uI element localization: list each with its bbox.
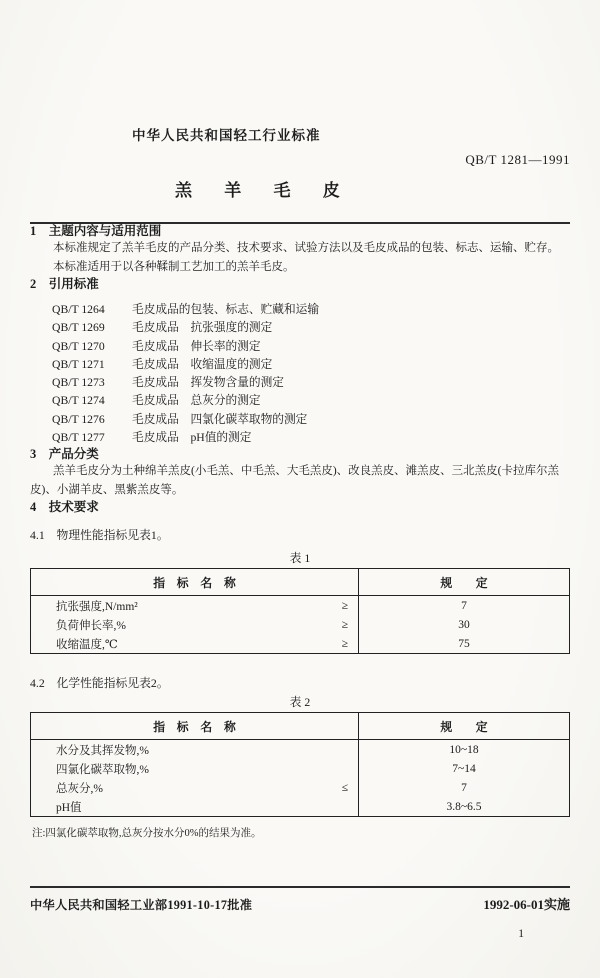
section-3-paragraph: 羔羊毛皮分为土种绵羊羔皮(小毛羔、中毛羔、大毛羔皮)、改良羔皮、滩羔皮、三北羔皮(卡拉库尔羔皮)、小湖羊皮、黑紫羔皮等。 (30, 465, 559, 497)
clause-4-1: 4.1 物理性能指标见表1。 (30, 528, 169, 543)
clause-4-2: 4.2 化学性能指标见表2。 (30, 676, 169, 691)
reference-item (30, 356, 570, 374)
table-1-physical-indicators (30, 568, 570, 654)
indicator-name: 抗张强度,N/mm² (56, 600, 138, 613)
table-1-caption: 表 1 (289, 551, 311, 566)
footer (30, 894, 570, 913)
reference-title: 毛皮成品 挥发物含量的测定 (132, 376, 284, 390)
document-content (0, 124, 600, 840)
indicator-value: 7~14 (359, 759, 570, 778)
reference-code: QB/T 1276 (52, 412, 105, 426)
reference-code: QB/T 1271 (52, 357, 105, 371)
approval-line: 中华人民共和国轻工业部1991-10-17批准 (30, 898, 253, 912)
reference-title: 毛皮成品 伸长率的测定 (132, 339, 261, 353)
table-row (31, 596, 570, 616)
reference-code: QB/T 1277 (52, 431, 105, 445)
reference-title: 毛皮成品 总灰分的测定 (132, 394, 261, 408)
indicator-name: 水分及其挥发物,% (56, 744, 149, 757)
table-header-row (31, 569, 570, 596)
table-1-header-spec: 规 定 (359, 569, 570, 596)
section-1-paragraph-2: 本标准适用于以各种鞣制工艺加工的羔羊毛皮。 (53, 261, 295, 273)
reference-title: 毛皮成品 四氯化碳萃取物的测定 (132, 412, 308, 426)
indicator-value: 30 (359, 615, 570, 634)
reference-item (30, 392, 570, 410)
section-3-heading: 3 产品分类 (30, 447, 99, 462)
reference-title: 毛皮成品 收缩温度的测定 (132, 357, 273, 371)
table-2-header-spec: 规 定 (359, 713, 570, 740)
table-row (31, 634, 570, 654)
section-2-heading: 2 引用标准 (30, 277, 99, 291)
indicator-name: 负荷伸长率,% (56, 619, 126, 632)
table-row (31, 740, 570, 760)
table-row (31, 797, 570, 817)
standard-number: QB/T 1281—1991 (465, 152, 570, 167)
reference-item (30, 374, 570, 392)
section-1-paragraph-1: 本标准规定了羔羊毛皮的产品分类、技术要求、试验方法以及毛皮成品的包装、标志、运输、贮存。 (53, 242, 559, 254)
reference-title: 毛皮成品的包装、标志、贮藏和运输 (132, 303, 320, 316)
reference-code: QB/T 1269 (52, 321, 105, 335)
indicator-name: 总灰分,% (56, 782, 103, 795)
relation-symbol (195, 797, 359, 817)
relation-symbol: ≥ (341, 618, 348, 631)
reference-item (30, 301, 570, 319)
relation-symbol (195, 740, 359, 760)
table-2-chemical-indicators (30, 712, 570, 817)
indicator-value: 7 (359, 778, 570, 797)
indicator-value: 7 (359, 596, 570, 616)
section-1-heading: 1 主题内容与适用范围 (30, 224, 162, 238)
section-4-heading: 4 技术要求 (30, 500, 99, 515)
reference-code: QB/T 1270 (52, 339, 105, 353)
relation-symbol: ≥ (341, 637, 348, 650)
reference-item (30, 319, 570, 337)
reference-title: 毛皮成品 抗张强度的测定 (132, 321, 273, 335)
relation-symbol: ≥ (341, 599, 348, 612)
reference-item (30, 338, 570, 356)
table-row (31, 615, 570, 634)
table-row (31, 759, 570, 778)
table-row (31, 778, 570, 797)
standard-org-line: 中华人民共和国轻工行业标准 (132, 128, 321, 143)
indicator-value: 3.8~6.5 (359, 797, 570, 817)
reference-item (30, 411, 570, 429)
reference-code: QB/T 1264 (52, 303, 105, 316)
indicator-name: pH值 (56, 801, 82, 814)
reference-code: QB/T 1273 (52, 376, 105, 390)
table-2-caption: 表 2 (289, 695, 311, 710)
reference-list (30, 301, 570, 447)
table-header-row (31, 713, 570, 740)
table-1-header-name: 指 标 名 称 (31, 569, 359, 596)
indicator-value: 75 (359, 634, 570, 654)
reference-item (30, 429, 570, 447)
reference-code: QB/T 1274 (52, 394, 105, 408)
indicator-name: 四氯化碳萃取物,% (56, 763, 149, 776)
page-number: 1 (518, 928, 524, 940)
document-title: 羔 羊 毛 皮 (175, 181, 354, 200)
footer-divider (30, 886, 570, 888)
indicator-name: 收缩温度,℃ (56, 638, 118, 651)
indicator-value: 10~18 (359, 740, 570, 760)
implementation-date: 1992-06-01实施 (483, 897, 570, 912)
relation-symbol (195, 759, 359, 778)
table-2-header-name: 指 标 名 称 (31, 713, 359, 740)
relation-symbol: ≤ (341, 781, 348, 794)
reference-title: 毛皮成品 pH值的测定 (132, 431, 252, 445)
table-2-note: 注:四氯化碳萃取物,总灰分按水分0%的结果为准。 (32, 828, 262, 840)
